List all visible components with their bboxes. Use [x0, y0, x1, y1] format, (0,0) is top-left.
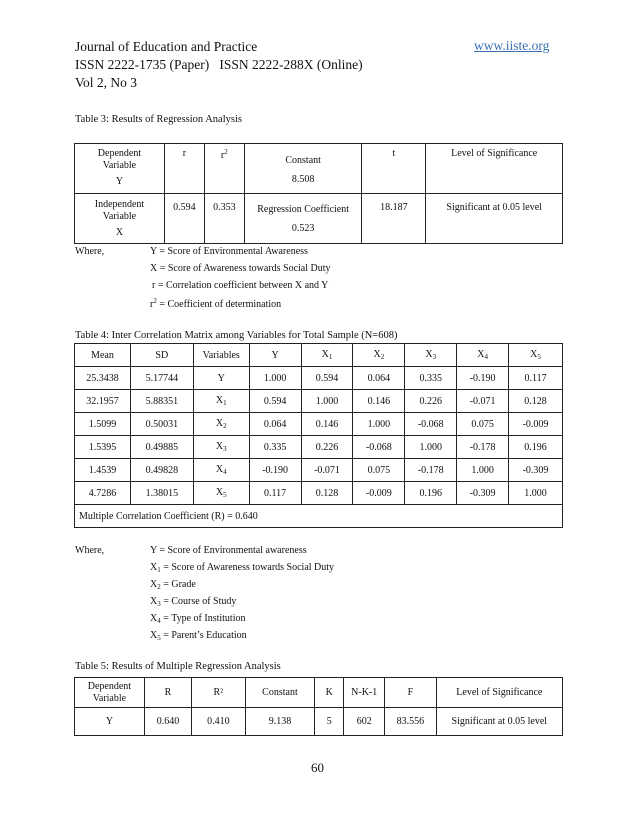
where2-symbol: X [150, 562, 158, 573]
table4-correlation-cell: -0.309 [457, 482, 509, 505]
table4-variable-cell [193, 390, 249, 413]
table4-correlation-cell: -0.178 [405, 459, 457, 482]
table5-header-5: N-K-1 [344, 678, 385, 708]
table5-cell-2: 0.410 [192, 708, 245, 736]
table5-header-3: Constant [245, 678, 315, 708]
table3-header-r2-sup: 2 [224, 148, 228, 156]
where2-line-x3 [150, 596, 236, 608]
table5-cell-5: 602 [344, 708, 385, 736]
table5-header-0: Dependent Variable [75, 678, 145, 708]
table4-row [75, 367, 563, 390]
table4-correlation-cell: 0.594 [301, 367, 353, 390]
where1-label: Where, [75, 246, 105, 257]
table5-cell-1: 0.640 [144, 708, 191, 736]
table4-correlation-cell: 1.000 [301, 390, 353, 413]
where2-sub: 2 [157, 583, 161, 591]
table4-correlation-cell: 1.000 [249, 367, 301, 390]
volume-line: Vol 2, No 3 [75, 75, 138, 90]
table4-correlation-cell: 0.196 [509, 436, 563, 459]
table5-header-6: F [385, 678, 436, 708]
table3-constant-label: Constant [285, 155, 321, 166]
where2-line-x2 [150, 579, 196, 591]
table4-header-text: SD [155, 349, 169, 361]
table4-correlation-cell: 0.128 [509, 390, 563, 413]
table4-correlation-cell: -0.071 [301, 459, 353, 482]
table4-header-5 [353, 344, 405, 367]
table4-variable-text: Y [217, 372, 225, 384]
where2-sub: 1 [157, 566, 161, 574]
table4-variable-text: X [215, 464, 224, 475]
table3-r2-value: 0.353 [204, 194, 244, 244]
where2-sub: 5 [157, 634, 161, 642]
table4-correlation-cell: 0.335 [249, 436, 301, 459]
where2-sub: 4 [157, 617, 161, 625]
table4-correlation-cell: 1.000 [405, 436, 457, 459]
table4-header-8 [509, 344, 563, 367]
table4-mean-cell: 1.5099 [75, 413, 131, 436]
table4-correlation-cell: 0.075 [353, 459, 405, 482]
table4-variable-sub: 5 [223, 491, 227, 499]
table4-variable-sub: 3 [223, 445, 227, 453]
table4-correlation-cell: -0.178 [457, 436, 509, 459]
where2-symbol: X [150, 579, 158, 590]
table4-correlation-cell: -0.190 [249, 459, 301, 482]
table4-header-sub: 4 [484, 353, 488, 361]
table5-header-2: R² [192, 678, 245, 708]
table4-header-sub: 5 [537, 353, 541, 361]
table4-header-text: Mean [91, 349, 114, 361]
table4-correlation-cell: 0.075 [457, 413, 509, 436]
table4-correlation-cell: -0.071 [457, 390, 509, 413]
issn-line: ISSN 2222-1735 (Paper) ISSN 2222-288X (Online) [75, 57, 363, 72]
table3-header-r: r [164, 144, 204, 194]
table4-correlation-cell: 1.000 [509, 482, 563, 505]
table3-constant-value: 8.508 [291, 174, 315, 185]
table5-cell-3: 9.138 [245, 708, 315, 736]
table4-variable-cell [193, 367, 249, 390]
table4-correlation-cell: -0.009 [353, 482, 405, 505]
where2-line-x5 [150, 630, 247, 642]
table4-correlation-cell: -0.190 [457, 367, 509, 390]
table4-variable-text: X [215, 441, 224, 452]
where2-text: = Parent’s Education [160, 630, 247, 641]
table4-sd-cell: 5.17744 [130, 367, 193, 390]
table3-coef-value: 0.523 [291, 222, 315, 234]
table4-variable-text: X [215, 418, 224, 429]
where1-line-r: r = Correlation coefficient between X and Y [152, 280, 329, 291]
where2-text: = Grade [160, 579, 196, 590]
table3-dep-symbol: Y [115, 176, 124, 187]
table3-t-value: 18.187 [362, 194, 426, 244]
table4-header-text: X [373, 349, 381, 360]
where2-symbol: X [150, 630, 158, 641]
where2-symbol: X [150, 596, 158, 607]
table4-header-4 [301, 344, 353, 367]
table4-correlation-cell: 0.335 [405, 367, 457, 390]
table4-footer: Multiple Correlation Coefficient (R) = 0.640 [75, 505, 563, 528]
table4-variable-text: X [215, 487, 224, 498]
table5-cell-6: 83.556 [385, 708, 436, 736]
table4-row [75, 459, 563, 482]
table4-correlation-cell: -0.068 [405, 413, 457, 436]
table3-dep-label: Dependent Variable [97, 148, 142, 171]
table4-variable-sub: 4 [223, 468, 227, 476]
table4-row [75, 413, 563, 436]
table4-correlation-cell: 0.128 [301, 482, 353, 505]
table4-row [75, 390, 563, 413]
table4-variable-cell [193, 482, 249, 505]
table4-mean-cell: 1.4539 [75, 459, 131, 482]
table4-header-6 [405, 344, 457, 367]
table3-coef-label: Regression Coefficient [257, 203, 350, 215]
table4-correlation-cell: 0.146 [301, 413, 353, 436]
table5-cell-7: Significant at 0.05 level [436, 708, 562, 736]
table4-correlation-cell: -0.009 [509, 413, 563, 436]
where1-line-r2 [150, 297, 281, 310]
table4-sd-cell: 0.50031 [130, 413, 193, 436]
where1-r2-symbol: r [150, 299, 154, 310]
table4-header-text: X [321, 349, 329, 360]
journal-title: Journal of Education and Practice [75, 39, 258, 54]
table5-cell-4: 5 [315, 708, 344, 736]
table3-r-value: 0.594 [164, 194, 204, 244]
where2-symbol: X [150, 613, 158, 624]
table4-header-sub: 2 [380, 353, 385, 361]
table3-header-r2-text: r [220, 150, 225, 161]
table4-correlation-cell: 1.000 [353, 413, 405, 436]
table3-indep-symbol: X [115, 226, 124, 238]
table3-caption: Table 3: Results of Regression Analysis [75, 114, 242, 125]
where1-r2-sup: 2 [153, 297, 157, 305]
table4 [74, 343, 563, 528]
where1-line-x: X = Score of Awareness towards Social Duty [150, 263, 331, 274]
where2-line-x1 [150, 562, 334, 574]
where2-sub: 3 [157, 600, 161, 608]
table4-header-text: X [477, 349, 485, 360]
table5-caption: Table 5: Results of Multiple Regression Analysis [75, 661, 281, 672]
table4-correlation-cell: 0.064 [249, 413, 301, 436]
where1-line-y: Y = Score of Environmental Awareness [150, 246, 308, 257]
table4-header-7 [457, 344, 509, 367]
page-number: 60 [311, 760, 324, 775]
table4-correlation-cell: 0.226 [301, 436, 353, 459]
where2-text: = Course of Study [160, 596, 237, 607]
table3-coef-cell [244, 194, 362, 244]
where2-label: Where, [75, 545, 105, 556]
table4-correlation-cell: 0.196 [405, 482, 457, 505]
table4-header-0 [75, 344, 131, 367]
table4-correlation-cell: 0.594 [249, 390, 301, 413]
table4-mean-cell: 4.7286 [75, 482, 131, 505]
table4-mean-cell: 32.1957 [75, 390, 131, 413]
table4-header-text: Variables [202, 349, 240, 361]
table4-correlation-cell: 0.064 [353, 367, 405, 390]
table4-variable-sub: 1 [223, 399, 227, 407]
table5-header-1: R [144, 678, 191, 708]
table5-header-4: K [315, 678, 344, 708]
table4-correlation-cell: -0.309 [509, 459, 563, 482]
table4-header-text: X [425, 349, 433, 360]
table4-variable-cell [193, 436, 249, 459]
table4-sd-cell: 1.38015 [130, 482, 193, 505]
table4-mean-cell: 25.3438 [75, 367, 131, 390]
table4-header-2 [193, 344, 249, 367]
where2-line-x4 [150, 613, 246, 625]
table5-cell-0: Y [75, 708, 145, 736]
table4-mean-cell: 1.5395 [75, 436, 131, 459]
table5 [74, 677, 563, 736]
table3-constant-cell [244, 144, 362, 194]
where2-line-y: Y = Score of Environmental awareness [150, 545, 307, 556]
table3-indep-cell [75, 194, 165, 244]
table4-header-text: X [530, 349, 538, 360]
table4-header-sub: 1 [328, 353, 333, 361]
table3-header-t: t [362, 144, 426, 194]
table3-indep-label: Independent Variable [94, 198, 145, 222]
table4-variable-cell [193, 413, 249, 436]
table4-correlation-cell: 0.146 [353, 390, 405, 413]
table4-correlation-cell: 0.117 [509, 367, 563, 390]
table3-dep-cell [75, 144, 165, 194]
table4-header-3 [249, 344, 301, 367]
where2-text: = Score of Awareness towards Social Duty [160, 562, 335, 573]
table4-correlation-cell: 0.117 [249, 482, 301, 505]
table4-correlation-cell: 1.000 [457, 459, 509, 482]
journal-website-link[interactable]: www.iiste.org [474, 38, 550, 53]
table4-header-text: Y [271, 349, 279, 361]
table4-row [75, 436, 563, 459]
table3-header-r2 [204, 144, 244, 194]
table4-variable-text: X [215, 395, 224, 406]
table4-variable-sub: 2 [223, 422, 227, 430]
table4-correlation-cell: 0.226 [405, 390, 457, 413]
table4-sd-cell: 0.49828 [130, 459, 193, 482]
table4-caption: Table 4: Inter Correlation Matrix among Variables for Total Sample (N=608) [75, 330, 398, 341]
table4-row [75, 482, 563, 505]
table4-correlation-cell: -0.068 [353, 436, 405, 459]
table4-variable-cell [193, 459, 249, 482]
where2-text: = Type of Institution [160, 613, 246, 624]
where1-r2-text: = Coefficient of determination [156, 299, 282, 310]
table4-header-sub: 3 [432, 353, 437, 361]
table3-los-value: Significant at 0.05 level [426, 194, 563, 244]
table4-sd-cell: 0.49885 [130, 436, 193, 459]
table3-header-los: Level of Significance [426, 144, 563, 194]
table3 [74, 143, 563, 244]
table4-header-1 [130, 344, 193, 367]
table4-sd-cell: 5.88351 [130, 390, 193, 413]
table5-header-7: Level of Significance [436, 678, 562, 708]
